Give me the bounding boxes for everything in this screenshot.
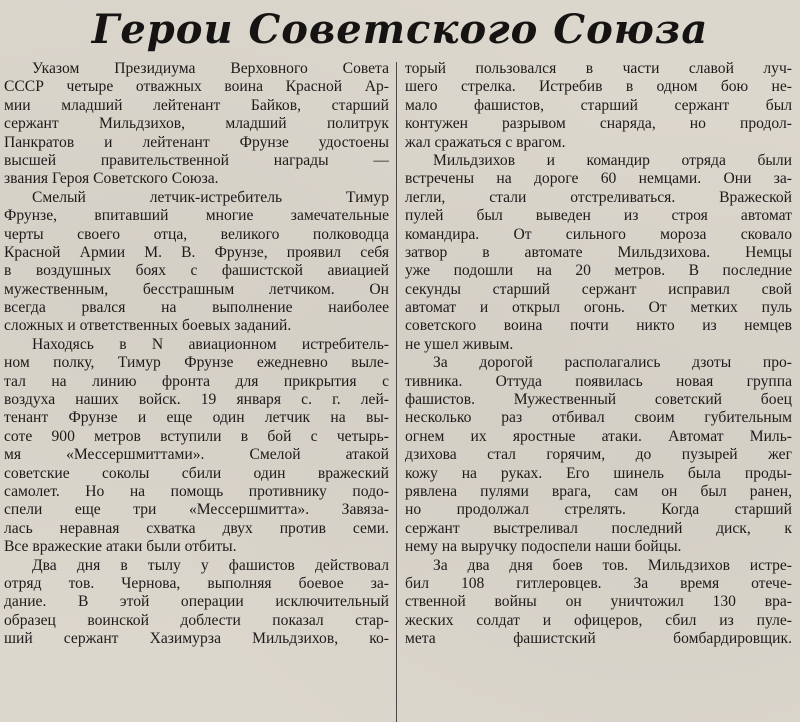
- text-line: черты своего отца, великого полководца: [4, 225, 389, 243]
- text-line: сложных и ответственных боевых заданий.: [4, 317, 292, 335]
- text-line: мало фашистов, старший сержант был: [405, 96, 792, 114]
- text-line: Фрунзе, впитавший многие замечательные: [4, 207, 389, 225]
- text-line: За дорогой располагались дзоты про-: [433, 354, 792, 372]
- text-line: шего стрелка. Истребив в одном бою не-: [405, 78, 792, 96]
- text-line: отряд тов. Чернова, выполняя боевое за-: [4, 574, 389, 592]
- text-line: уже подошли на 20 метров. В последние: [405, 262, 792, 280]
- text-line: Смелый летчик-истребитель Тимур: [32, 188, 389, 206]
- text-line: не ушел живым.: [405, 335, 514, 353]
- text-line: тал на линию фронта для прикрытия с: [4, 372, 389, 390]
- text-line: сержант выстреливал последний диск, к: [405, 519, 792, 537]
- text-line: встречены на дороге 60 немцами. Они за-: [405, 170, 792, 188]
- text-line: соте 900 метров вступили в бой с четырь-: [4, 427, 389, 445]
- text-line: затвор в автомате Мильдзихова. Немцы: [405, 243, 792, 261]
- text-line: нему на выручку подоспели наши бойцы.: [405, 538, 682, 556]
- text-line: образец воинской доблести показал стар-: [4, 611, 389, 629]
- text-line: тивника. Оттуда появилась новая группа: [405, 372, 792, 390]
- text-line: воздуха наших войск. 19 января с. г. лей-: [4, 391, 389, 409]
- text-line: Панкратов и лейтенант Фрунзе удостоены: [4, 133, 389, 151]
- text-line: сержант Мильдзихов, младший политрук: [4, 115, 389, 133]
- text-line: мии младший лейтенант Байков, старший: [4, 96, 389, 114]
- text-line: жеских солдат и офицеров, сбил из пуле-: [405, 611, 792, 629]
- text-line: высшей правительственной награды —: [4, 151, 389, 169]
- text-line: спели еще три «Мессершмитта». Завяза-: [4, 501, 389, 519]
- text-line: дзихова стал горячим, до пузырей жег: [405, 446, 792, 464]
- text-line: автомат и открыл огонь. От метких пуль: [405, 299, 792, 317]
- text-line: секунды старший сержант исправил свой: [405, 280, 792, 298]
- article-headline: Герои Советского Союза: [91, 6, 709, 53]
- text-line: огнем их яростные атаки. Автомат Миль-: [405, 427, 792, 445]
- text-line: самолет. Но на помощь противнику подо-: [4, 482, 389, 500]
- text-line: тенант Фрунзе и еще один летчик на вы-: [4, 409, 389, 427]
- text-line: в воздушных боях с фашистской авиацией: [4, 262, 389, 280]
- text-line: Находясь в N авиационном истребитель-: [32, 335, 389, 353]
- text-line: пулей был выведен из строя автомат: [405, 207, 792, 225]
- text-line: Красной Армии М. В. Фрунзе, проявил себя: [4, 243, 389, 261]
- text-line: несколько раз отбивал своим губительным: [405, 409, 792, 427]
- text-line: мужественным, бесстрашным летчиком. Он: [4, 280, 389, 298]
- text-line: Все вражеские атаки были отбиты.: [4, 538, 237, 556]
- text-line: кожу на руках. Его шинель была проды-: [405, 464, 792, 482]
- text-line: ший сержант Хазимурза Мильдзихов, ко-: [4, 630, 389, 648]
- text-line: За два дня боев тов. Мильдзихов истре-: [433, 556, 792, 574]
- text-line: бил 108 гитлеровцев. За время отече-: [405, 574, 792, 592]
- text-line: советские соколы сбили один вражеский: [4, 464, 389, 482]
- text-line: СССР четыре отважных воина Красной Ар-: [4, 78, 389, 96]
- right-column: [405, 60, 792, 722]
- text-line: звания Героя Советского Союза.: [4, 170, 219, 188]
- text-line: советского воина почти никто из немцев: [405, 317, 792, 335]
- text-line: рявлена пулями врага, сам он был ранен,: [405, 482, 792, 500]
- text-line: фашистов. Мужественный советский боец: [405, 391, 792, 409]
- left-column: [4, 60, 389, 722]
- text-line: торый пользовался в части славой луч-: [405, 60, 792, 77]
- text-line: мета фашистский бомбардировщик.: [405, 630, 792, 648]
- column-divider: [396, 62, 397, 722]
- text-line: но продолжал стрелять. Когда старший: [405, 501, 792, 519]
- text-line: всегда рвался на выполнение наиболее: [4, 299, 389, 317]
- text-line: ном полку, Тимур Фрунзе ежедневно выле-: [4, 354, 389, 372]
- text-line: дание. В этой операции исключительный: [4, 593, 389, 611]
- text-line: Мильдзихов и командир отряда были: [433, 151, 792, 169]
- text-line: командира. От сильного мороза сковало: [405, 225, 792, 243]
- text-line: жал сражаться с врагом.: [405, 133, 566, 151]
- text-line: Указом Президиума Верховного Совета: [32, 60, 389, 77]
- text-line: ственной войны он уничтожил 130 вра-: [405, 593, 792, 611]
- text-line: лась неравная схватка двух против семи.: [4, 519, 389, 537]
- text-line: Два дня в тылу у фашистов действовал: [32, 556, 389, 574]
- text-line: мя «Мессершмиттами». Смелой атакой: [4, 446, 389, 464]
- text-line: легли, стали отстреливаться. Вражеской: [405, 188, 792, 206]
- text-line: контужен разрывом снаряда, но продол-: [405, 115, 792, 133]
